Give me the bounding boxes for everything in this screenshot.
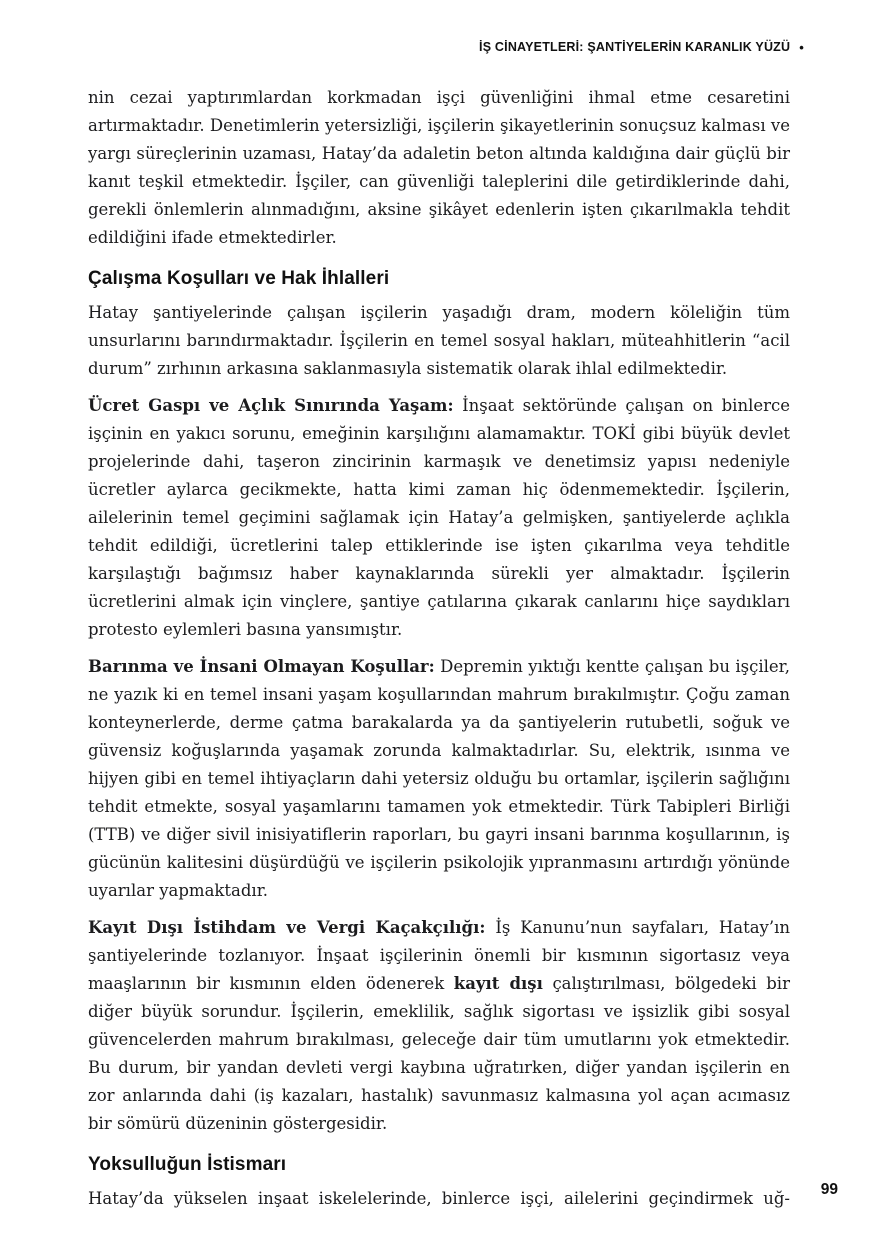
para-intro-continuation: nin cezai yaptırımlardan korkmadan işçi güvenliğini ihmal etme cesaretini artırmaktadır. Denetimlerin yetersizliği, işçilerin şikayetlerinin sonuçsuz kalması ve yargı süreçlerinin uzaması, Hatay’da adaletin beton altında kaldığına dair güçlü bir kanıt teşkil etmektedir. İşçiler, can güvenliği taleplerini dile getirdiklerinde dahi, gerekli önlemlerin alınmadığını, aksine şikâyet edenlerin işten çıkarılmakla tehdit edildiğini ifade etmektedirler. bbox=[88, 88, 790, 247]
header-bullet-icon: • bbox=[799, 40, 804, 55]
para-ucret-gaspi bbox=[88, 392, 790, 644]
para-barinma bbox=[88, 653, 790, 905]
page-body bbox=[88, 84, 790, 1213]
heading-calisma-kosullari: Çalışma Koşulları ve Hak İhlalleri bbox=[88, 268, 390, 289]
para-yoksulluk: Hatay’da yükselen inşaat iskelelerinde, binlerce işçi, ailelerini geçindirmek uğ- bbox=[88, 1189, 790, 1208]
para-hak-ihlalleri: Hatay şantiyelerinde çalışan işçilerin yaşadığı dram, modern köleliğin tüm unsurlarını barındırmaktadır. İşçilerin en temel sosyal hakları, müteahhitlerin “acil durum” zırhının arkasına saklanmasıyla sistematik olarak ihlal edilmektedir. bbox=[88, 303, 790, 378]
para-ucret-gaspi-text: İnşaat sektöründe çalışan on binlerce işçinin en yakıcı sorunu, emeğinin karşılığını alamamaktır. TOKİ gibi büyük devlet projelerinde dahi, taşeron zincirinin karmaşık ve denetimsiz yapısı nedeniyle ücretler aylarca gecikmekte, hatta kimi zaman hiç ödenmemektedir. İşçilerin, ailelerinin temel geçimini sağlamak için Hatay’a gelmişken, şantiyelerde açlıkla tehdit edildiği, ücretlerini talep ettiklerinde ise işten çıkarılma veya tehditle karşılaştığı bağımsız haber kaynaklarında sürekli yer almaktadır. İşçilerin ücretlerini almak için vinçlere, şantiye çatılarına çıkarak canlarını hiçe saydıkları protesto eylemleri basına yansımıştır. bbox=[88, 396, 791, 639]
running-header-title: İŞ CİNAYETLERİ: ŞANTİYELERİN KARANLIK YÜZÜ bbox=[479, 40, 791, 54]
para-kayit-disi-lead: Kayıt Dışı İstihdam ve Vergi Kaçakçılığı: bbox=[88, 918, 486, 937]
page-number: 99 bbox=[820, 1181, 838, 1198]
running-header bbox=[88, 40, 804, 54]
para-kayit-disi-text-2: çalıştırılması, bölgedeki bir diğer büyük sorundur. İşçilerin, emeklilik, sağlık sigortası ve işsizlik gibi sosyal güvencelerden mahrum bırakılması, geleceğe dair tüm umutlarını yok etmektedir. Bu durum, bir yandan devleti vergi kaybına uğratırken, diğer yandan işçilerin en zor anlarında dahi (iş kazaları, hastalık) savunmasız kalmasına yol açan acımasız bir sömürü düzeninin göstergesidir. bbox=[88, 974, 790, 1133]
para-kayit-disi bbox=[88, 914, 790, 1138]
para-ucret-gaspi-lead: Ücret Gaspı ve Açlık Sınırında Yaşam: bbox=[88, 396, 454, 415]
para-barinma-lead: Barınma ve İnsani Olmayan Koşullar: bbox=[88, 657, 435, 676]
heading-yoksullugun-istismari: Yoksulluğun İstismarı bbox=[88, 1154, 287, 1175]
para-barinma-text: Depremin yıktığı kentte çalışan bu işçiler, ne yazık ki en temel insani yaşam koşullarından mahrum bırakılmıştır. Çoğu zaman konteynerlerde, derme çatma barakalarda ya da şantiyelerin rutubetli, soğuk ve güvensiz koğuşlarında yaşamak zorunda kalmaktadırlar. Su, elektrik, ısınma ve hijyen gibi en temel ihtiyaçların dahi yetersiz olduğu bu ortamlar, işçilerin sağlığını tehdit etmekte, sosyal yaşamlarını tamamen yok etmektedir. Türk Tabipleri Birliği (TTB) ve diğer sivil inisiyatiflerin raporları, bu gayri insani barınma koşullarının, iş gücünün kalitesini düşürdüğü ve işçilerin psikolojik yıpranmasını artırdığı yönünde uyarılar yapmaktadır. bbox=[88, 657, 790, 900]
para-kayit-disi-bold-term: kayıt dışı bbox=[453, 974, 543, 993]
para-kayit-disi-text-1: İş Kanunu’nun sayfaları, Hatay’ın şantiyelerinde tozlanıyor. İnşaat işçilerinin önemli bir kısmının sigortasız veya maaşlarının bir kısmının elden ödenerek bbox=[88, 918, 791, 993]
